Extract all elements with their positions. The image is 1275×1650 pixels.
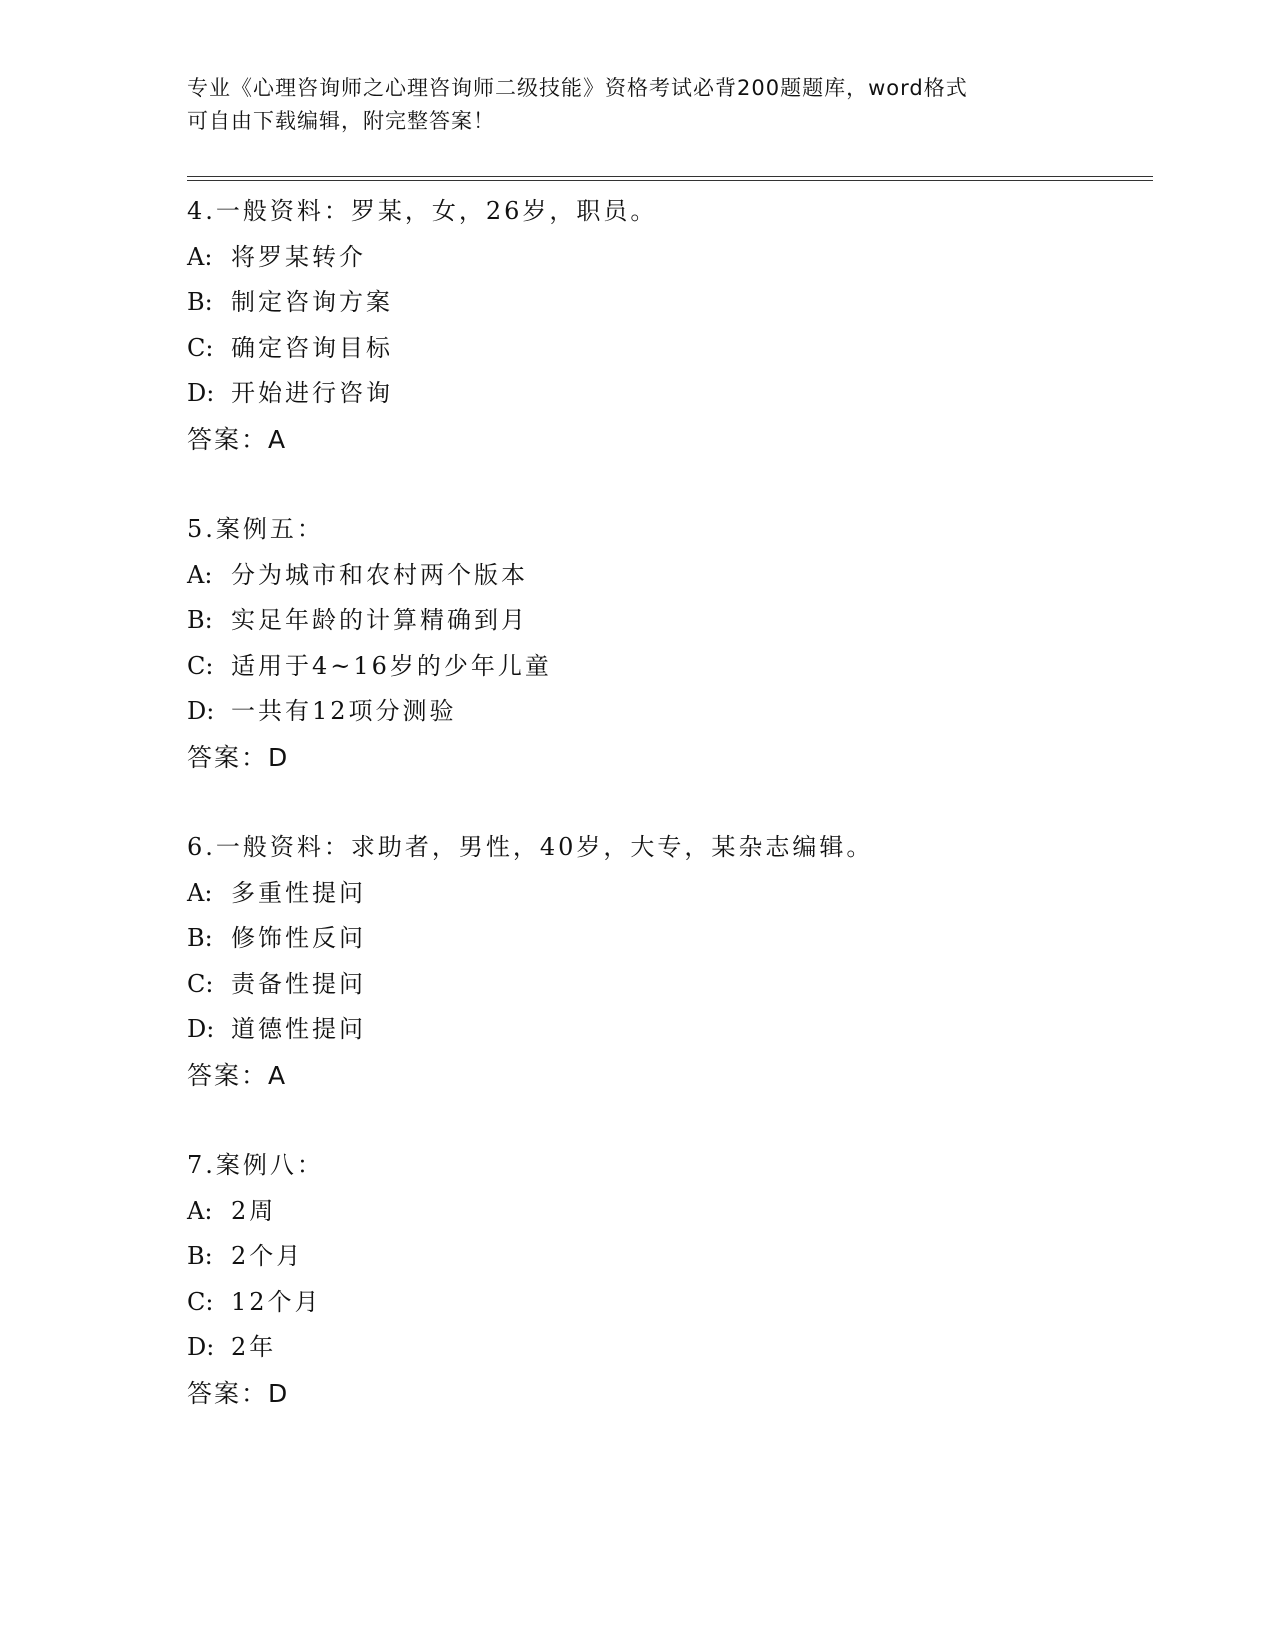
option-text: 2个月 [231, 1242, 304, 1270]
option-c [187, 962, 1147, 1008]
option-label: A: [187, 1196, 213, 1225]
option-label: A: [187, 560, 213, 589]
option-b [187, 916, 1147, 962]
option-d [187, 371, 1147, 417]
answer-line: 答案：D [187, 1378, 290, 1408]
option-b [187, 598, 1147, 644]
rule-line-top [187, 176, 1153, 177]
option-b [187, 1234, 1147, 1280]
answer-line: 答案：D [187, 742, 290, 772]
option-text: 开始进行咨询 [231, 379, 393, 407]
answer-line: 答案：A [187, 1060, 288, 1090]
option-label: A: [187, 242, 213, 271]
question-7 [187, 1143, 1147, 1416]
option-text: 确定咨询目标 [231, 333, 393, 362]
option-c [187, 644, 1147, 690]
question-list [187, 189, 1147, 1416]
question-5 [187, 507, 1147, 780]
option-label: D: [187, 1015, 215, 1043]
rule-line-bottom [187, 180, 1153, 181]
question-stem: 6.一般资料：求助者，男性，40岁，大专，某杂志编辑。 [187, 833, 874, 861]
question-stem: 4.一般资料：罗某，女，26岁，职员。 [187, 197, 658, 225]
answer-line: 答案：A [187, 424, 288, 454]
option-text: 道德性提问 [231, 1015, 366, 1043]
option-label: B: [187, 1242, 213, 1270]
option-d [187, 1325, 1147, 1371]
document-header [187, 72, 1087, 138]
option-text: 将罗某转介 [231, 242, 366, 271]
option-a [187, 235, 1147, 281]
header-line-2: 可自由下载编辑，附完整答案！ [187, 109, 495, 133]
option-text: 实足年龄的计算精确到月 [231, 606, 528, 634]
option-c [187, 326, 1147, 372]
question-4 [187, 189, 1147, 462]
option-label: A: [187, 878, 213, 907]
header-double-rule [187, 176, 1153, 182]
option-a [187, 553, 1147, 599]
option-text: 多重性提问 [231, 878, 366, 907]
option-label: D: [187, 1333, 215, 1361]
option-a [187, 871, 1147, 917]
option-text: 修饰性反问 [231, 924, 366, 952]
option-text: 2周 [231, 1196, 277, 1225]
question-stem: 5.案例五： [187, 515, 324, 543]
option-d [187, 1007, 1147, 1053]
option-c [187, 1280, 1147, 1326]
header-line-1: 专业《心理咨询师之心理咨询师二级技能》资格考试必背200题题库，word格式 [187, 76, 968, 100]
option-text: 12个月 [231, 1287, 322, 1316]
option-text: 一共有12项分测验 [231, 697, 457, 725]
option-b [187, 280, 1147, 326]
option-label: C: [187, 1287, 214, 1316]
option-label: B: [187, 924, 213, 952]
option-d [187, 689, 1147, 735]
option-label: C: [187, 333, 214, 362]
option-text: 分为城市和农村两个版本 [231, 560, 528, 589]
option-text: 制定咨询方案 [231, 288, 393, 316]
option-label: B: [187, 606, 213, 634]
option-label: C: [187, 651, 214, 680]
option-label: D: [187, 379, 215, 407]
option-a [187, 1189, 1147, 1235]
option-text: 2年 [231, 1333, 277, 1361]
option-text: 责备性提问 [231, 969, 366, 998]
option-label: B: [187, 288, 213, 316]
option-label: D: [187, 697, 215, 725]
question-6 [187, 825, 1147, 1098]
question-stem: 7.案例八： [187, 1151, 324, 1179]
option-text: 适用于4~16岁的少年儿童 [231, 651, 552, 680]
option-label: C: [187, 969, 214, 998]
